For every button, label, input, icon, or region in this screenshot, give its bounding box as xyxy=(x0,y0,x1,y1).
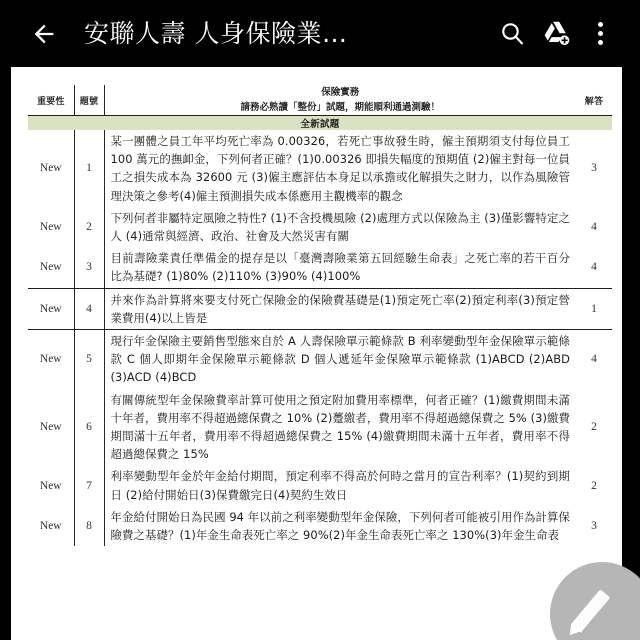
row-question-text: 并來作為計算將來要支付死亡保險金的保險費基礎是(1)預定死亡率(2)預定利率(3)預定營業費用(4)以上皆是 xyxy=(110,292,570,325)
row-answer: 2 xyxy=(591,421,597,434)
row-question-text: 某一團體之員工年平均死亡率為 0.00326，若死亡事故發生時，僱主預期須支付每位員工 100 萬元的撫卹金，下列何者正確？(1)0.00326 即損失幅度的預期值 (2)僱主對每一位員工之損失成本為 32600 元 (3)僱主應評估本身足以承擔或化解損失之財力，以作為風險管理決策之參考(4)僱主預測損失成本係應用主觀機率的觀念 xyxy=(110,134,570,203)
header-subject xyxy=(104,85,576,115)
row-answer: 4 xyxy=(591,261,597,274)
row-answer: 3 xyxy=(591,162,597,175)
row-number: 2 xyxy=(74,207,104,247)
row-importance: New xyxy=(28,506,74,546)
document-page xyxy=(11,67,622,640)
add-to-drive-button[interactable] xyxy=(534,12,578,56)
table-row[interactable] xyxy=(28,389,612,466)
row-number: 7 xyxy=(74,465,104,505)
overflow-menu-button[interactable] xyxy=(578,12,622,56)
row-answer: 2 xyxy=(591,479,597,492)
row-importance: New xyxy=(28,130,74,207)
table-header-row xyxy=(28,85,612,115)
header-number: 題號 xyxy=(74,85,104,115)
table-row[interactable] xyxy=(28,506,612,546)
row-number: 3 xyxy=(74,247,104,287)
document-title: 安聯人壽 人身保險業… xyxy=(84,18,348,48)
table-row[interactable] xyxy=(28,207,612,247)
row-importance: New xyxy=(28,247,74,287)
row-question-text: 利率變動型年金於年金給付期間，預定利率不得高於何時之當月的宣告利率？(1)契約到期日 (2)給付開始日(3)保費繳完日(4)契約生效日 xyxy=(110,469,570,502)
search-icon xyxy=(499,20,526,47)
overflow-menu-icon xyxy=(598,19,603,49)
back-button[interactable] xyxy=(22,12,66,56)
header-answer: 解答 xyxy=(584,96,604,107)
document-viewport[interactable] xyxy=(0,67,640,640)
row-question-text: 現行年金保險主要銷售型態來自於 A 人壽保險單示範條款 B 利率變動型年金保險單示範條款 C 個人即期年金保險單示範條款 D 個人遞延年金保險單示範條款 (1)ABCD (2)ABD (3)ACD (4)BCD xyxy=(110,334,570,385)
row-number: 4 xyxy=(74,288,104,329)
row-number: 5 xyxy=(74,330,104,389)
table-row[interactable] xyxy=(28,288,612,329)
table-row[interactable] xyxy=(28,130,612,207)
exam-table xyxy=(28,85,612,546)
row-answer: 4 xyxy=(591,221,597,234)
row-number: 8 xyxy=(74,506,104,546)
app-bar xyxy=(0,0,640,67)
row-question-text: 目前壽險業責任準備金的提存是以「臺灣壽險業第五回經驗生命表」之死亡率的若干百分比為基礎? (1)80% (2)110% (3)90% (4)100% xyxy=(110,251,570,284)
row-importance: New xyxy=(28,207,74,247)
row-question-text: 下列何者非屬特定風險之特性? (1)不含投機風險 (2)處理方式以保險為主 (3)僅影響特定之人 (4)通常與經濟、政治、社會及大然災害有關 xyxy=(110,210,570,244)
table-row[interactable] xyxy=(28,465,612,505)
row-importance: New xyxy=(28,330,74,389)
row-question-text: 有關傳統型年金保險費率計算可使用之預定附加費用率標準，何者正確？(1)繳費期間未滿十年者，費用率不得超過總保費之 10% (2)躉繳者，費用率不得超過總保費之 5% (3)繳費期間滿十五年者，費用率不得超過總保費之 15% (4)繳費期間未滿十五年者，費用率不得超過總保費之 15% xyxy=(110,392,570,462)
add-to-drive-icon xyxy=(542,19,571,48)
row-question-text: 年金給付開始日為民國 94 年以前之利率變動型年金保險，下列何者可能被引用作為計算保險費之基礎？(1)年金生命表死亡率之 90%(2)年金生命表死亡率之 130%(3)年金生命表 xyxy=(110,509,570,543)
header-subject-note: 請務必熟讀「整份」試題，期能順利通過測驗！ xyxy=(240,102,440,113)
table-row[interactable] xyxy=(28,247,612,287)
header-importance: 重要性 xyxy=(28,85,74,115)
section-banner-row xyxy=(28,116,612,131)
row-number: 1 xyxy=(74,130,104,207)
back-arrow-icon xyxy=(30,20,58,48)
row-importance: New xyxy=(28,465,74,505)
row-importance: New xyxy=(28,389,74,466)
row-number: 6 xyxy=(74,389,104,466)
section-banner-label: 全新試題 xyxy=(28,116,612,131)
row-importance: New xyxy=(28,288,74,329)
search-button[interactable] xyxy=(490,12,534,56)
row-answer: 1 xyxy=(591,302,597,315)
edit-pencil-icon xyxy=(571,589,611,633)
header-subject-title: 保險實務 xyxy=(321,87,360,98)
table-row[interactable] xyxy=(28,330,612,389)
row-answer: 3 xyxy=(591,520,597,533)
row-answer: 4 xyxy=(591,353,597,366)
